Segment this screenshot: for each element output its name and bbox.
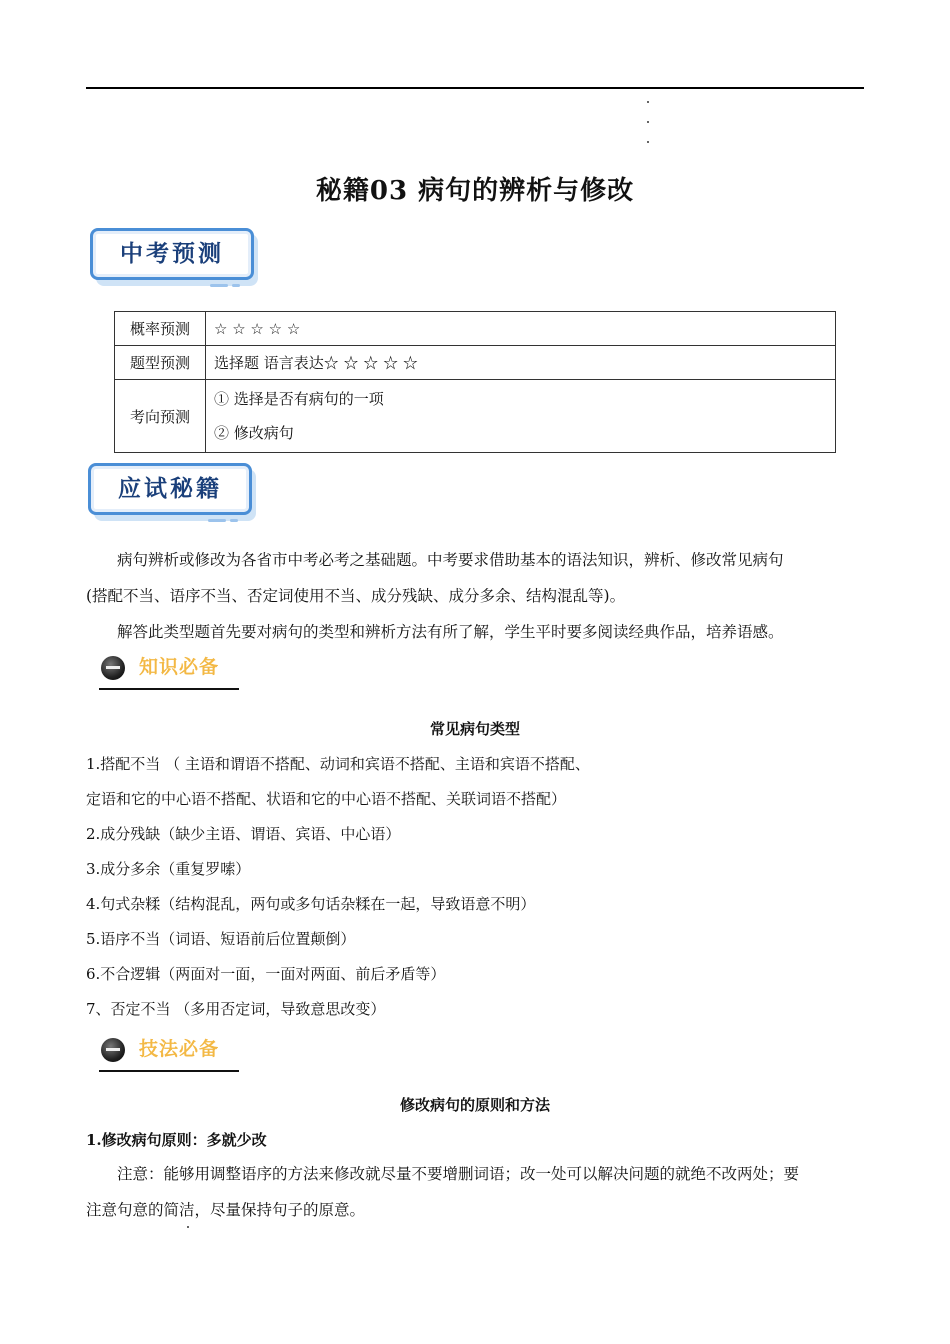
section-number-icon (101, 656, 125, 680)
intro-line: (搭配不当、语序不当、否定词使用不当、成分残缺、成分多余、结构混乱等)。 (86, 587, 626, 605)
list-item: 7、否定不当 （多用否定词，导致意思改变） (86, 1000, 386, 1018)
note-paragraph (86, 1156, 864, 1228)
page-title: 秘籍03 病句的辨析与修改 (315, 176, 635, 206)
banner-prediction-text: 中考预测 (120, 241, 224, 267)
banner-tips-text: 应试秘籍 (118, 476, 222, 502)
intro-line: 病句辨析或修改为各省市中考必考之基础题。中考要求借助基本的语法知识，辨析、修改常见病句 (117, 551, 784, 569)
table-value: 选择题 语言表达☆ ☆ ☆ ☆ ☆ (206, 346, 836, 380)
table-label: 题型预测 (115, 346, 206, 380)
list-item: 6.不合逻辑（两面对一面，一面对两面、前后矛盾等） (86, 965, 446, 983)
intro-line: 解答此类型题首先要对病句的类型和辨析方法有所了解，学生平时要多阅读经典作品，培养语感。 (117, 623, 784, 641)
direction-item: ① 选择是否有病句的一项 (214, 390, 384, 408)
list-item: 5.语序不当（词语、短语前后位置颠倒） (86, 930, 356, 948)
table-value (206, 380, 836, 453)
banner-prediction (90, 228, 262, 288)
table-row (115, 312, 836, 346)
list-item: 1.搭配不当 （ 主语和谓语不搭配、动词和宾语不搭配、主语和宾语不搭配、 (86, 755, 590, 773)
mark-dot (647, 121, 649, 123)
mark-dot (647, 141, 649, 143)
mark-dot (187, 1226, 189, 1228)
note-line: 注意句意的简洁，尽量保持句子的原意。 (86, 1201, 366, 1219)
list-item: 4.句式杂糅（结构混乱，两句或多句话杂糅在一起，导致语意不明） (86, 895, 536, 913)
table-value: ☆ ☆ ☆ ☆ ☆ (206, 312, 836, 346)
direction-item: ② 修改病句 (214, 424, 294, 442)
section-title: 知识必备 (139, 656, 220, 678)
list-item: 3.成分多余（重复罗嗦） (86, 860, 251, 878)
table-label: 考向预测 (115, 380, 206, 453)
banner-tips (88, 463, 260, 523)
table-row (115, 380, 836, 453)
table-label: 概率预测 (115, 312, 206, 346)
section-techniques (99, 1034, 241, 1074)
section-title: 技法必备 (139, 1038, 220, 1060)
list-item: 2.成分残缺（缺少主语、谓语、宾语、中心语） (86, 825, 401, 843)
principle-title: 1.修改病句原则：多就少改 (86, 1131, 267, 1149)
prediction-table (114, 311, 836, 453)
heading-methods: 修改病句的原则和方法 (399, 1096, 550, 1114)
header-rule (86, 87, 864, 89)
section-knowledge (99, 652, 241, 692)
note-line: 注意：能够用调整语序的方法来修改就尽量不要增删词语；改一处可以解决问题的就绝不改两处；要 (117, 1165, 800, 1183)
mark-dot (647, 101, 649, 103)
heading-error-types: 常见病句类型 (429, 720, 520, 738)
section-number-icon (101, 1038, 125, 1062)
table-row (115, 346, 836, 380)
list-item: 定语和它的中心语不搭配、状语和它的中心语不搭配、关联词语不搭配） (86, 790, 567, 808)
intro-paragraph (86, 542, 864, 650)
